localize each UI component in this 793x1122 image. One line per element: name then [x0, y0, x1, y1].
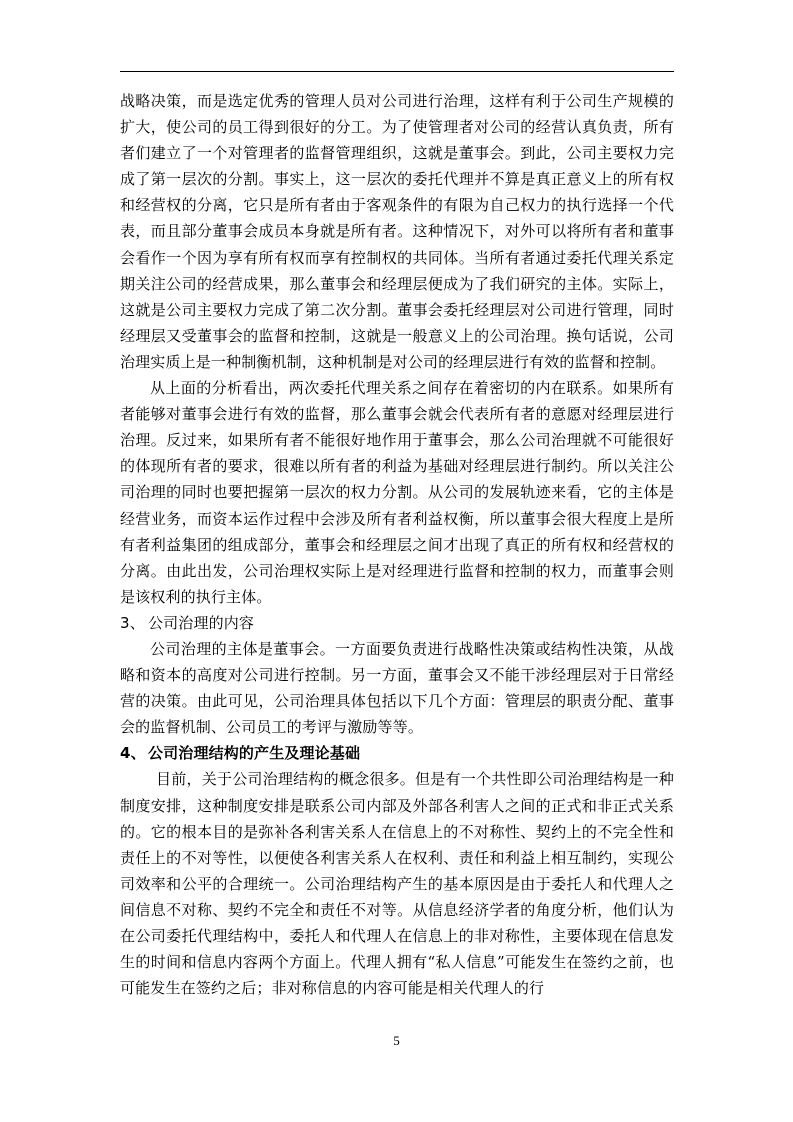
- page-body: [120, 88, 674, 1001]
- header-rule: [120, 71, 674, 72]
- paragraph-2: 从上面的分析看出，两次委托代理关系之间存在着密切的内在联系。如果所有者能够对董事会进行有效的监督，那么董事会就会代表所有者的意愿对经理层进行治理。反过来，如果所有者不能很好地作用于董事会，那么公司治理就不可能很好的体现所有者的要求，很难以所有者的利益为基础对经理层进行制约。所以关注公司治理的同时也要把握第一层次的权力分割。从公司的发展轨迹来看，它的主体是经营业务，而资本运作过程中会涉及所有者利益权衡，所以董事会很大程度上是所有者利益集团的组成部分，董事会和经理层之间才出现了真正的所有权和经营权的分离。由此出发，公司治理权实际上是对经理进行监督和控制的权力，而董事会则是该权利的执行主体。: [120, 379, 674, 606]
- section-heading-4: [120, 740, 674, 766]
- section-title: 公司治理结构的产生及理论基础: [148, 744, 361, 763]
- section-number: 3、: [120, 613, 145, 632]
- section-heading-3: [120, 610, 674, 636]
- paragraph-4: 目前，关于公司治理结构的概念很多。但是有一个共性即公司治理结构是一种制度安排，这种制度安排是联系公司内部及外部各利害人之间的正式和非正式关系的。它的根本目的是弥补各利害关系人在信息上的不对称性、契约上的不完全性和责任上的不对等性，以便使各利害关系人在权利、责任和利益上相互制约，实现公司效率和公平的合理统一。公司治理结构产生的基本原因是由于委托人和代理人之间信息不对称、契约不完全和责任不对等。从信息经济学者的角度分析，他们认为在公司委托代理结构中，委托人和代理人在信息上的非对称性，主要体现在信息发生的时间和信息内容两个方面上。代理人拥有“私人信息”可能发生在签约之前，也可能发生在签约之后；非对称信息的内容可能是相关代理人的行: [120, 770, 674, 998]
- page-number: 5: [393, 1033, 400, 1048]
- section-number: 4、: [120, 744, 146, 763]
- paragraph-3: 公司治理的主体是董事会。一方面要负责进行战略性决策或结构性决策，从战略和资本的高度对公司进行控制。另一方面，董事会又不能干涉经理层对于日常经营的决策。由此可见，公司治理具体包括以下几个方面：管理层的职责分配、董事会的监督机制、公司员工的考评与激励等等。: [120, 639, 674, 737]
- section-title: 公司治理的内容: [148, 613, 255, 632]
- paragraph-1: 战略决策，而是选定优秀的管理人员对公司进行治理，这样有利于公司生产规模的扩大，使公司的员工得到很好的分工。为了使管理者对公司的经营认真负责，所有者们建立了一个对管理者的监督管理组织，这就是董事会。到此，公司主要权力完成了第一层次的分割。事实上，这一层次的委托代理并不算是真正意义上的所有权和经营权的分离，它只是所有者由于客观条件的有限为自己权力的执行选择一个代表，而且部分董事会成员本身就是所有者。这种情况下，对外可以将所有者和董事会看作一个因为享有所有权而享有控制权的共同体。当所有者通过委托代理关系定期关注公司的经营成果，那么董事会和经理层便成为了我们研究的主体。实际上，这就是公司主要权力完成了第二次分割。董事会委托经理层对公司进行管理，同时经理层又受董事会的监督和控制，这就是一般意义上的公司治理。换句话说，公司治理实质上是一种制衡机制，这种机制是对公司的经理层进行有效的监督和控制。: [120, 92, 674, 371]
